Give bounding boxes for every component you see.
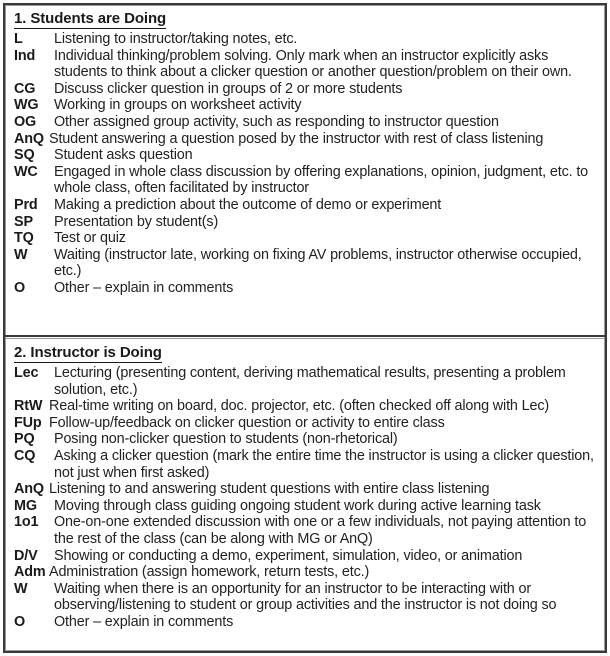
entry-description: Other – explain in comments bbox=[54, 613, 234, 630]
students-section-title: 1. Students are Doing bbox=[14, 10, 167, 27]
entry-description: Moving through class guiding ongoing student work during active learning task bbox=[54, 497, 541, 514]
instructor-entry-fup bbox=[14, 415, 597, 432]
entry-code: SP bbox=[14, 213, 33, 230]
students-entry-l bbox=[14, 31, 597, 48]
entry-description: One-on-one extended discussion with one or a few individuals, not paying attention to the rest of the class (can be along with MG or AnQ) bbox=[54, 514, 587, 547]
entry-code: L bbox=[14, 31, 23, 47]
students-entry-ind bbox=[14, 48, 597, 81]
entry-code: O bbox=[14, 613, 26, 630]
entry-description: Working in groups on worksheet activity bbox=[54, 97, 302, 114]
entry-description: Test or quiz bbox=[54, 230, 126, 247]
entry-description: Discuss clicker question in groups of 2 or more students bbox=[54, 80, 403, 97]
students-entry-sq bbox=[14, 147, 597, 164]
instructor-entry-w bbox=[14, 581, 597, 614]
entry-description: Other assigned group activity, such as responding to instructor question bbox=[54, 113, 499, 130]
entry-code: MG bbox=[14, 497, 37, 514]
entry-code: AnQ bbox=[14, 481, 44, 498]
entry-description: Making a prediction about the outcome of demo or experiment bbox=[54, 196, 442, 213]
entry-description: Real-time writing on board, doc. projector, etc. (often checked off along with Lec) bbox=[49, 398, 550, 415]
students-entries bbox=[14, 31, 597, 297]
entry-code: CQ bbox=[14, 447, 36, 464]
students-entry-tq bbox=[14, 230, 597, 247]
instructor-section bbox=[5, 339, 605, 651]
entry-description: Other – explain in comments bbox=[54, 279, 234, 296]
instructor-entry-anq bbox=[14, 481, 597, 498]
entry-description: Follow-up/feedback on clicker question or activity to entire class bbox=[49, 414, 445, 431]
students-entry-w bbox=[14, 247, 597, 280]
entry-code: O bbox=[14, 279, 26, 296]
entry-description: Posing non-clicker question to students (non-rhetorical) bbox=[54, 431, 398, 448]
entry-code: PQ bbox=[14, 431, 35, 448]
instructor-entry-mg bbox=[14, 498, 597, 515]
instructor-entry-pq bbox=[14, 431, 597, 448]
entry-code: TQ bbox=[14, 230, 34, 247]
entry-code: WC bbox=[14, 163, 38, 180]
students-entry-wc bbox=[14, 164, 597, 197]
instructor-entry-cq bbox=[14, 448, 597, 481]
entry-code: WG bbox=[14, 97, 39, 114]
entry-description: Lecturing (presenting content, deriving mathematical results, presenting a problem solution, etc.) bbox=[54, 365, 566, 398]
students-entry-og bbox=[14, 114, 597, 131]
entry-code: SQ bbox=[14, 147, 35, 164]
entry-description: Asking a clicker question (mark the entire time the instructor is using a clicker question, not just when first asked) bbox=[54, 447, 594, 481]
entry-description: Presentation by student(s) bbox=[54, 213, 219, 230]
entry-code: Ind bbox=[14, 47, 36, 64]
students-entry-anq bbox=[14, 131, 597, 148]
entry-description: Student answering a question posed by the instructor with rest of class listening bbox=[49, 130, 544, 147]
entry-code: AnQ bbox=[14, 130, 44, 147]
students-entry-o bbox=[14, 280, 597, 297]
entry-code: FUp bbox=[14, 414, 42, 431]
entry-code: Adm bbox=[14, 564, 46, 581]
entry-description: Student asks question bbox=[54, 147, 193, 164]
entry-description: Showing or conducting a demo, experiment, simulation, video, or animation bbox=[54, 547, 523, 564]
instructor-entry-lec bbox=[14, 365, 597, 398]
instructor-entries bbox=[14, 365, 597, 631]
code-table-frame bbox=[3, 3, 607, 653]
students-entry-sp bbox=[14, 214, 597, 231]
entry-description: Administration (assign homework, return tests, etc.) bbox=[49, 564, 370, 581]
entry-code: D/V bbox=[14, 547, 38, 564]
instructor-entry-rtw bbox=[14, 398, 597, 415]
entry-code: W bbox=[14, 246, 28, 263]
instructor-entry-dv bbox=[14, 548, 597, 565]
entry-description: Waiting (instructor late, working on fixing AV problems, instructor otherwise occupied, etc.) bbox=[54, 246, 582, 280]
instructor-entry-1o1 bbox=[14, 514, 597, 547]
instructor-section-title: 2. Instructor is Doing bbox=[14, 344, 162, 361]
entry-description: Individual thinking/problem solving. Only mark when an instructor explicitly asks students to think about a clicker question or another question/problem on their own. bbox=[54, 47, 572, 81]
entry-description: Listening to instructor/taking notes, etc. bbox=[54, 31, 298, 47]
entry-code: W bbox=[14, 580, 28, 597]
entry-code: CG bbox=[14, 80, 36, 97]
entry-code: 1o1 bbox=[14, 514, 39, 531]
students-entry-cg bbox=[14, 81, 597, 98]
students-entry-prd bbox=[14, 197, 597, 214]
entry-code: Lec bbox=[14, 365, 39, 381]
instructor-entry-adm bbox=[14, 564, 597, 581]
instructor-entry-o bbox=[14, 614, 597, 631]
students-section bbox=[5, 5, 605, 336]
students-entry-wg bbox=[14, 97, 597, 114]
entry-code: Prd bbox=[14, 196, 38, 213]
entry-description: Listening to and answering student questions with entire class listening bbox=[49, 481, 490, 498]
entry-description: Engaged in whole class discussion by offering explanations, opinion, judgment, etc. to whole class, often facilitated by instructor bbox=[54, 163, 589, 197]
entry-description: Waiting when there is an opportunity for an instructor to be interacting with or observing/listening to student or group activities and the instructor is not doing so bbox=[54, 580, 557, 614]
entry-code: RtW bbox=[14, 398, 43, 415]
entry-code: OG bbox=[14, 113, 37, 130]
